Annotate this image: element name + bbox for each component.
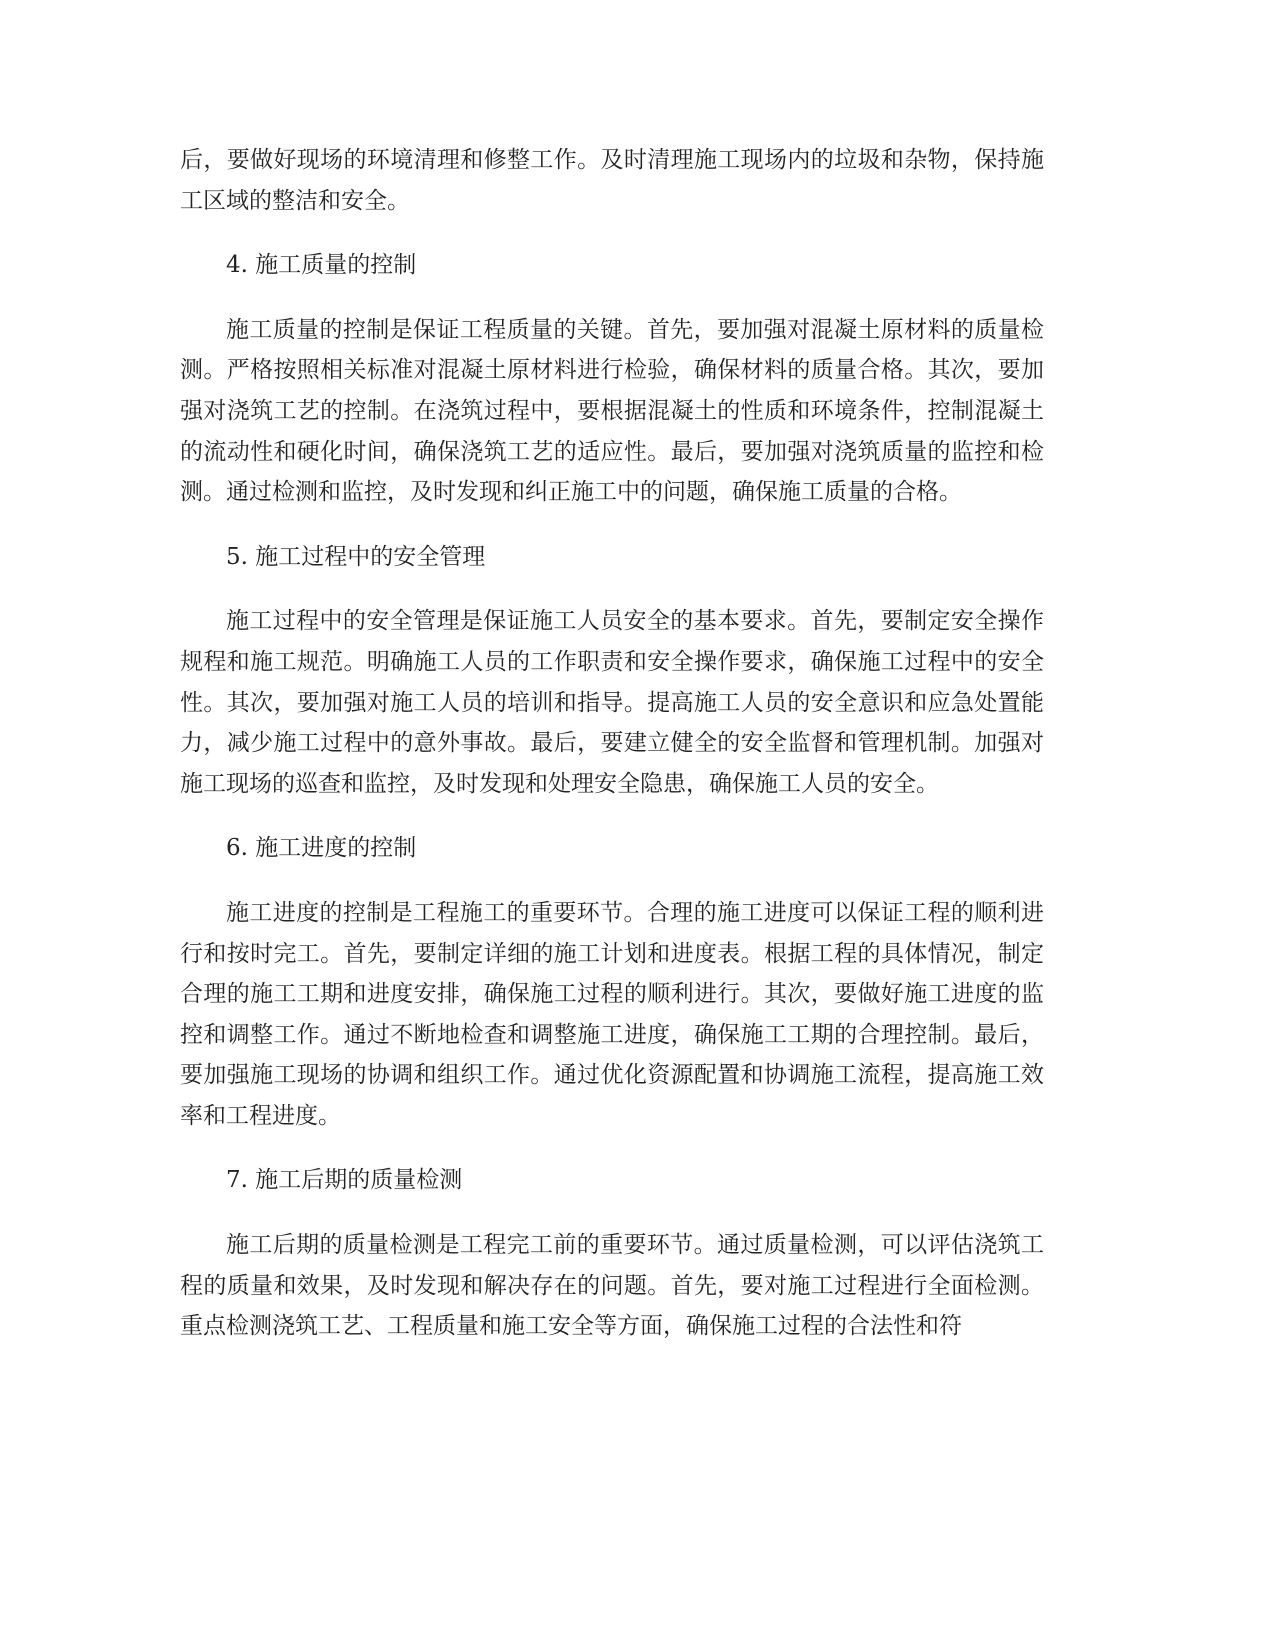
section-heading-quality-control: 4. 施工质量的控制 xyxy=(226,252,417,279)
section-heading-schedule-control: 6. 施工进度的控制 xyxy=(226,835,417,862)
section-heading-safety-management: 5. 施工过程中的安全管理 xyxy=(226,543,486,570)
paragraph-site-cleanup: 后，要做好现场的环境清理和修整工作。及时清理施工现场内的垃圾和杂物，保持施工区域的整洁和安全。 xyxy=(180,147,1044,214)
document-page xyxy=(180,140,1044,1371)
paragraph-final-inspection: 施工后期的质量检测是工程完工前的重要环节。通过质量检测，可以评估浇筑工程的质量和效果，及时发现和解决存在的问题。首先，要对施工过程进行全面检测。重点检测浇筑工艺、工程质量和施工安全等方面，确保施工过程的合法性和符 xyxy=(180,1232,1044,1340)
paragraph-quality-control: 施工质量的控制是保证工程质量的关键。首先，要加强对混凝土原材料的质量检测。严格按照相关标准对混凝土原材料进行检验，确保材料的质量合格。其次，要加强对浇筑工艺的控制。在浇筑过程中，要根据混凝土的性质和环境条件，控制混凝土的流动性和硬化时间，确保浇筑工艺的适应性。最后，要加强对浇筑质量的监控和检测。通过检测和监控，及时发现和纠正施工中的问题，确保施工质量的合格。 xyxy=(180,316,1044,506)
paragraph-safety-management: 施工过程中的安全管理是保证施工人员安全的基本要求。首先，要制定安全操作规程和施工规范。明确施工人员的工作职责和安全操作要求，确保施工过程中的安全性。其次，要加强对施工人员的培训和指导。提高施工人员的安全意识和应急处置能力，减少施工过程中的意外事故。最后，要建立健全的安全监督和管理机制。加强对施工现场的巡查和监控，及时发现和处理安全隐患，确保施工人员的安全。 xyxy=(180,608,1044,797)
section-heading-final-inspection: 7. 施工后期的质量检测 xyxy=(226,1167,463,1194)
paragraph-schedule-control: 施工进度的控制是工程施工的重要环节。合理的施工进度可以保证工程的顺利进行和按时完工。首先，要制定详细的施工计划和进度表。根据工程的具体情况，制定合理的施工工期和进度安排，确保施工过程的顺利进行。其次，要做好施工进度的监控和调整工作。通过不断地检查和调整施工进度，确保施工工期的合理控制。最后，要加强施工现场的协调和组织工作。通过优化资源配置和协调施工流程，提高施工效率和工程进度。 xyxy=(180,899,1044,1129)
